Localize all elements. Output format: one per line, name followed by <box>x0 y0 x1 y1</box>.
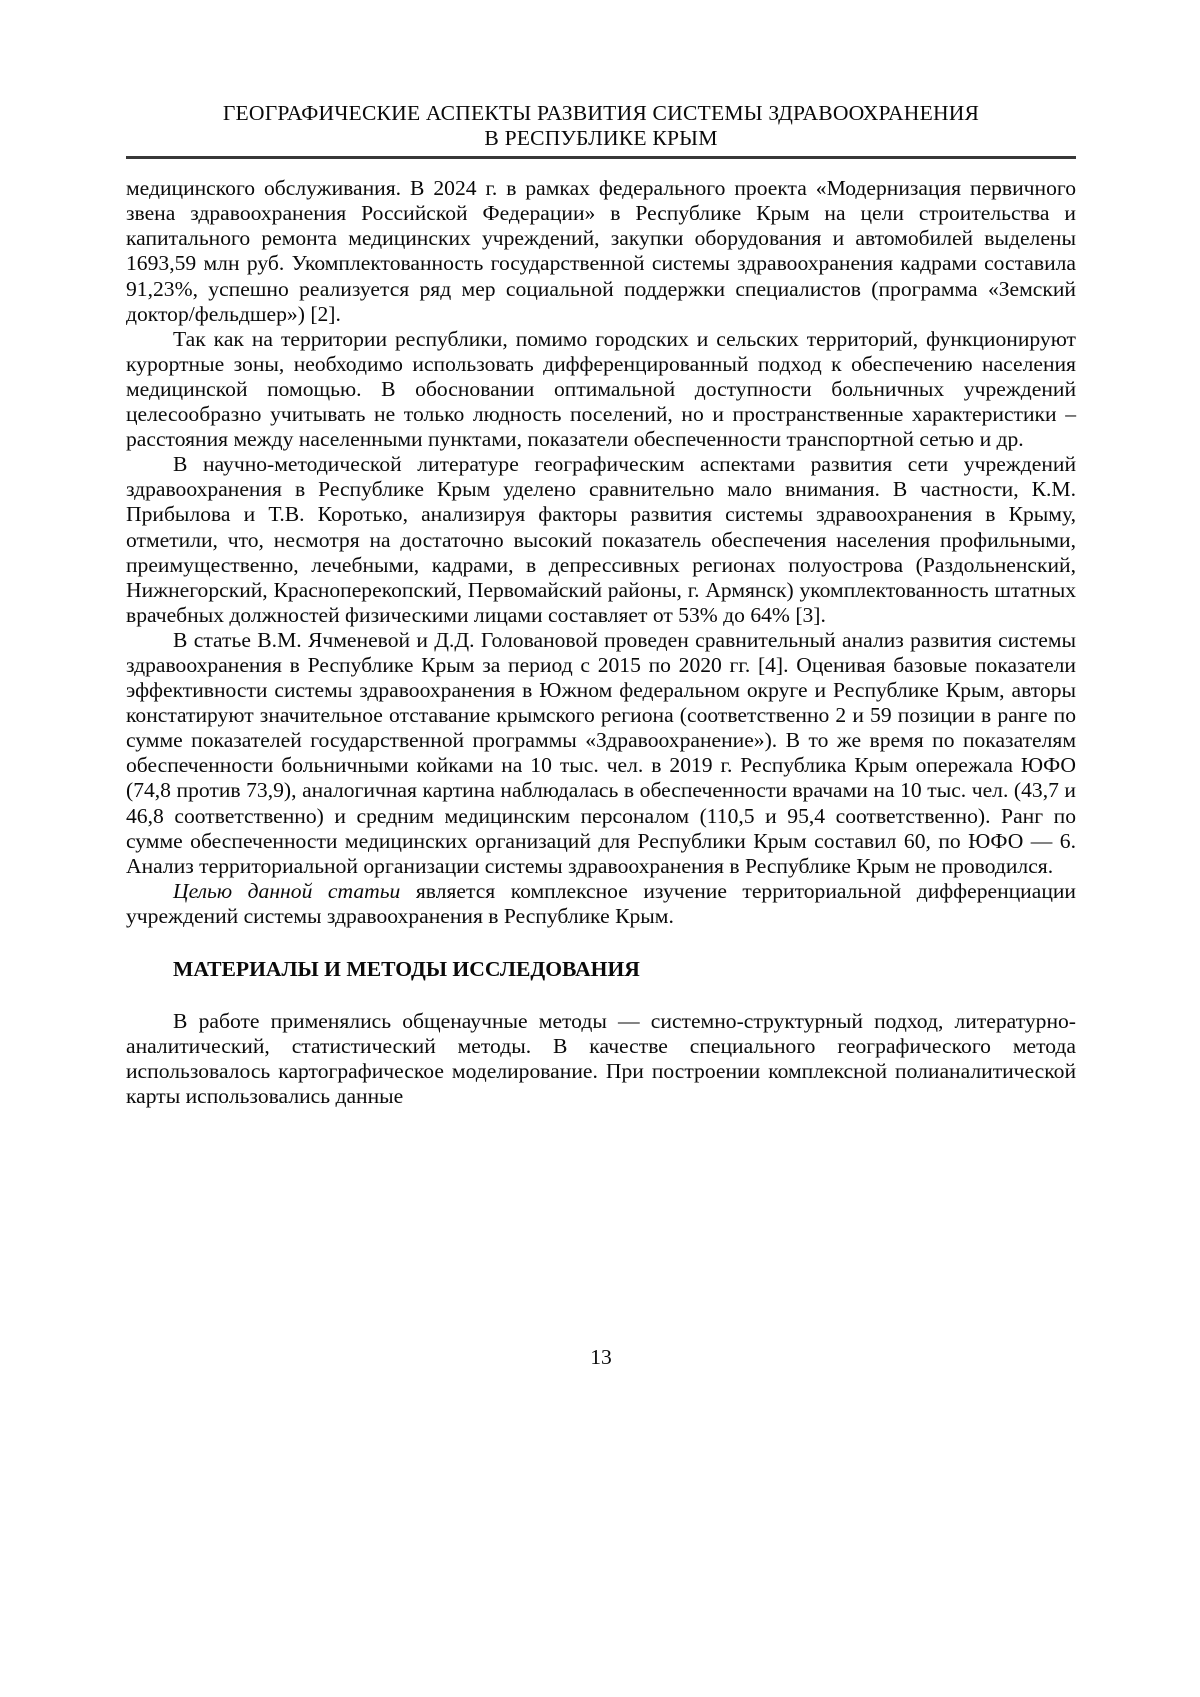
aim-italic-phrase: Целью данной статьи <box>173 878 401 903</box>
article-title <box>126 101 1076 151</box>
paragraph-aim <box>126 879 1076 929</box>
text-block <box>126 0 1076 1109</box>
aim-rest-text: является комплексное изучение территориальной дифференциации учреждений системы здравоохранения в Республике Крым. <box>126 878 1076 928</box>
article-title-line-2: В РЕСПУБЛИКЕ КРЫМ <box>484 126 718 151</box>
title-divider-rule <box>126 156 1076 159</box>
paragraph: В работе применялись общенаучные методы — системно-структурный подход, литературно-аналитический, статистический методы. В качестве специального географического метода использовалось картографическое моделирование. При построении комплексной полианалитической карты использовались данные <box>126 1009 1076 1109</box>
paragraph: В статье В.М. Ячменевой и Д.Д. Головановой проведен сравнительный анализ развития системы здравоохранения в Республике Крым за период с 2015 по 2020 гг. [4]. Оценивая базовые показатели эффективности системы здравоохранения в Южном федеральном округе и Республике Крым, авторы констатируют значительное отставание крымского региона (соответственно 2 и 59 позиции в ранге по сумме показателей государственной программы «Здравоохранение»). В то же время по показателям обеспеченности больничными койками на 10 тыс. чел. в 2019 г. Республика Крым опережала ЮФО (74,8 против 73,9), аналогичная картина наблюдалась в обеспеченности врачами на 10 тыс. чел. (43,7 и 46,8 соответственно) и средним медицинским персоналом (110,5 и 95,4 соответственно). Ранг по сумме обеспеченности медицинских организаций для Республики Крым составил 60, по ЮФО — 6. Анализ территориальной организации системы здравоохранения в Республике Крым не проводился. <box>126 627 1076 878</box>
paragraph: Так как на территории республики, помимо городских и сельских территорий, функционируют курортные зоны, необходимо использовать дифференцированный подход к обеспечению населения медицинской помощью. В обосновании оптимальной доступности больничных учреждений целесообразно учитывать не только людность поселений, но и пространственные характеристики – расстояния между населенными пунктами, показатели обеспеченности транспортной сетью и др. <box>126 326 1076 452</box>
section-heading-materials-methods: МАТЕРИАЛЫ И МЕТОДЫ ИССЛЕДОВАНИЯ <box>173 957 640 981</box>
article-title-line-1: ГЕОГРАФИЧЕСКИЕ АСПЕКТЫ РАЗВИТИЯ СИСТЕМЫ ЗДРАВООХРАНЕНИЯ <box>222 101 980 125</box>
paragraph-continuation: медицинского обслуживания. В 2024 г. в рамках федерального проекта «Модернизация первичного звена здравоохранения Российской Федерации» в Республике Крым на цели строительства и капитального ремонта медицинских учреждений, закупки оборудования и автомобилей выделены 1693,59 млн руб. Укомплектованность государственной системы здравоохранения кадрами составила 91,23%, успешно реализуется ряд мер социальной поддержки специалистов (программа «Земский доктор/фельдшер») [2]. <box>126 176 1076 326</box>
page-number: 13 <box>590 1345 612 1369</box>
article-body <box>126 176 1076 1109</box>
paragraph: В научно-методической литературе географическим аспектами развития сети учреждений здравоохранения в Республике Крым уделено сравнительно мало внимания. В частности, К.М. Прибылова и Т.В. Коротько, анализируя факторы развития системы здравоохранения в Крыму, отметили, что, несмотря на достаточно высокий показатель обеспечения населения профильными, преимущественно, лечебными, кадрами, в депрессивных регионах полуострова (Раздольненский, Нижнегорский, Красноперекопский, Первомайский районы, г. Армянск) укомплектованность штатных врачебных должностей физическими лицами составляет от 53% до 64% [3]. <box>126 452 1076 627</box>
